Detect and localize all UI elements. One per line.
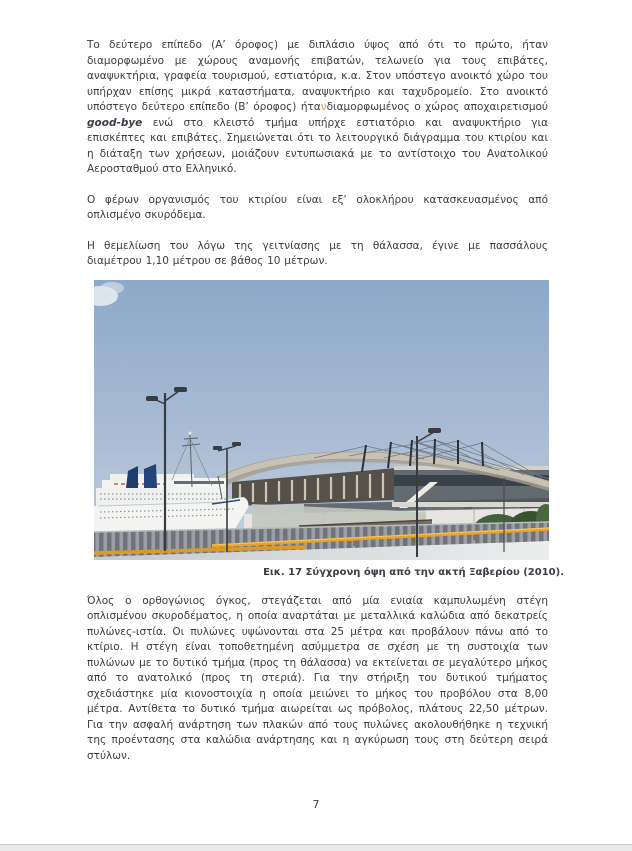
- paragraph-2: Ο φέρων οργανισμός του κτιρίου είναι εξ’ ολοκλήρου κατασκευασμένος από οπλισμένο σκυρόδεμα.: [87, 193, 548, 221]
- page-number: 7: [312, 798, 320, 811]
- goodbye-emphasis: good-bye: [87, 116, 143, 129]
- paragraph-1-text: Το δεύτερο επίπεδο (Α’ όροφος) με διπλάσιο ύψος από ότι το πρώτο, ήταν διαμορφωμένο με χώρους αναμονής επιβατών, τελωνείο για τους επιβάτες, αναψυκτήρια, γραφεία τουρισμού, εστιατόρια, κ.α. Στον υπόστεγο ανοικτό χώρο του υπήρχαν επίσης μικρά καταστήματα, αναψυκτήριο και ταχυδρομείο. Στο ανοικτό υπόστεγο δεύτερο επίπεδο (Β’ όροφος) ήτα: [87, 39, 548, 113]
- tracked-change-character: ν: [320, 101, 327, 113]
- figure-caption: Εικ. 17 Σύγχρονη όψη από την ακτή Ξαβερίου (2010).: [263, 566, 564, 578]
- page-content: [87, 38, 564, 764]
- page-boundary: [0, 844, 632, 851]
- figure-17: [87, 280, 564, 578]
- paragraph-1-text: διαμορφωμένος ο χώρος αποχαιρετισμού: [326, 101, 548, 113]
- paragraph-4: Όλος ο ορθογώνιος όγκος, στεγάζεται από μία ενιαία καμπυλωμένη στέγη οπλισμένου σκυροδέματος, η οποία αναρτάται με μεταλλικά καλώδια από δεκατρείς πυλώνες-ιστία. Οι πυλώνες υψώνονται στα 25 μέτρα και προβάλουν πάνω από το κτίριο. Η στέγη είναι τοποθετημένη ασύμμετρα σε σχέση με τη συστοιχία των πυλώνων με το δυτικό τμήμα (προς τη θάλασσα) να εκτείνεται σε μεγαλύτερο μήκος από το ανατολικό (προς τη στεριά). Για την στήριξη του δυτικού τμήματος σχεδιάστηκε μία κιονοστοιχία η οποία μειώνει το μήκος του προβόλου στα 8,00 μέτρα. Αντίθετα το δυτικό τμήμα αιωρείται ως πρόβολος, πλάτους 22,50 μέτρων. Για την ασφαλή ανάρτηση των πλακών από τους πυλώνες ακολουθήθηκε η τεχνική της προέντασης στα καλώδια ανάρτησης και η αγκύρωση τους στη δεύτερη σειρά στύλων.: [87, 594, 548, 762]
- harbor-photo: [94, 280, 549, 560]
- paragraph-1: [87, 38, 548, 178]
- paragraph-3: Η θεμελίωση του λόγω της γειτνίασης με τη θάλασσα, έγινε με πασσάλους διαμέτρου 1,10 μέτρου σε βάθος 10 μέτρων.: [87, 239, 548, 267]
- harbor-photo-illustration: [94, 280, 549, 560]
- paragraph-1-text: ενώ στο κλειστό τμήμα υπήρχε εστιατόριο και αναψυκτήριο για επισκέπτες και επιβάτες. Σημειώνεται ότι το λειτουργικό διάγραμμα του κτιρίου και η διάταξη των χρήσεων, μοιάζουν εντυπωσιακά με το αντίστοιχο του Ανατολικού Αεροσταθμού στο Ελληνικό.: [87, 116, 548, 175]
